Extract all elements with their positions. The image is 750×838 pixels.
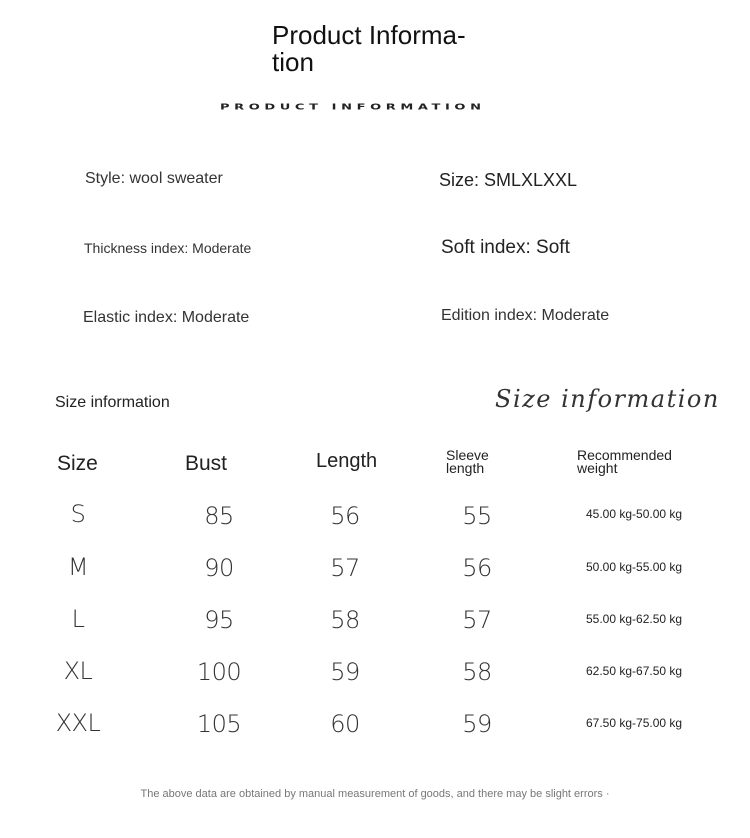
cell-sleeve: 55 [462, 502, 492, 530]
col-header-sleeve: Sleeve length [446, 447, 489, 476]
cell-size: M [67, 553, 89, 581]
attr-size: Size: SMLXLXXL [439, 170, 578, 190]
attr-thickness: Thickness index: Moderate [84, 240, 252, 256]
cell-sleeve: 59 [462, 710, 492, 738]
page-title [272, 22, 492, 76]
col-header-weight: Recommended weight [577, 447, 672, 476]
cell-sleeve: 57 [462, 606, 492, 634]
cell-length: 60 [330, 710, 360, 738]
cell-length: 58 [330, 606, 360, 634]
cell-bust: 95 [204, 606, 234, 634]
cell-bust: 90 [204, 554, 234, 582]
attr-elastic: Elastic index: Moderate [83, 309, 250, 326]
cell-bust: 85 [204, 502, 234, 530]
size-section-label: Size information [55, 394, 170, 411]
cell-length: 59 [330, 658, 360, 686]
cell-weight: 67.50 kg-75.00 kg [586, 716, 683, 730]
attr-style: Style: wool sweater [85, 170, 223, 187]
cell-bust: 100 [196, 658, 242, 686]
cell-weight: 45.00 kg-50.00 kg [586, 507, 683, 521]
page-title-line1: Product Informa- [272, 20, 466, 50]
col-header-size: Size [57, 452, 98, 475]
cell-weight: 55.00 kg-62.50 kg [586, 612, 683, 626]
cell-sleeve: 58 [462, 658, 492, 686]
cell-length: 56 [330, 502, 360, 530]
col-header-bust: Bust [185, 452, 228, 475]
cell-size: XXL [55, 709, 101, 737]
cell-bust: 105 [196, 710, 242, 738]
cell-size: XL [63, 657, 93, 685]
size-section-script-label: Size information [495, 385, 720, 413]
col-header-length: Length [316, 450, 378, 472]
cell-length: 57 [330, 554, 360, 582]
page-title-line2: tion [272, 47, 314, 77]
page-subtitle: PRODUCT INFORMATION [220, 102, 486, 113]
attr-soft: Soft index: Soft [441, 237, 570, 258]
cell-weight: 62.50 kg-67.50 kg [586, 664, 683, 678]
attr-edition: Edition index: Moderate [441, 307, 610, 324]
cell-size: L [71, 605, 85, 633]
cell-size: S [70, 500, 86, 528]
cell-weight: 50.00 kg-55.00 kg [586, 560, 683, 574]
footer-note: The above data are obtained by manual measurement of goods, and there may be slight errors · [140, 788, 610, 800]
cell-sleeve: 56 [462, 554, 492, 582]
